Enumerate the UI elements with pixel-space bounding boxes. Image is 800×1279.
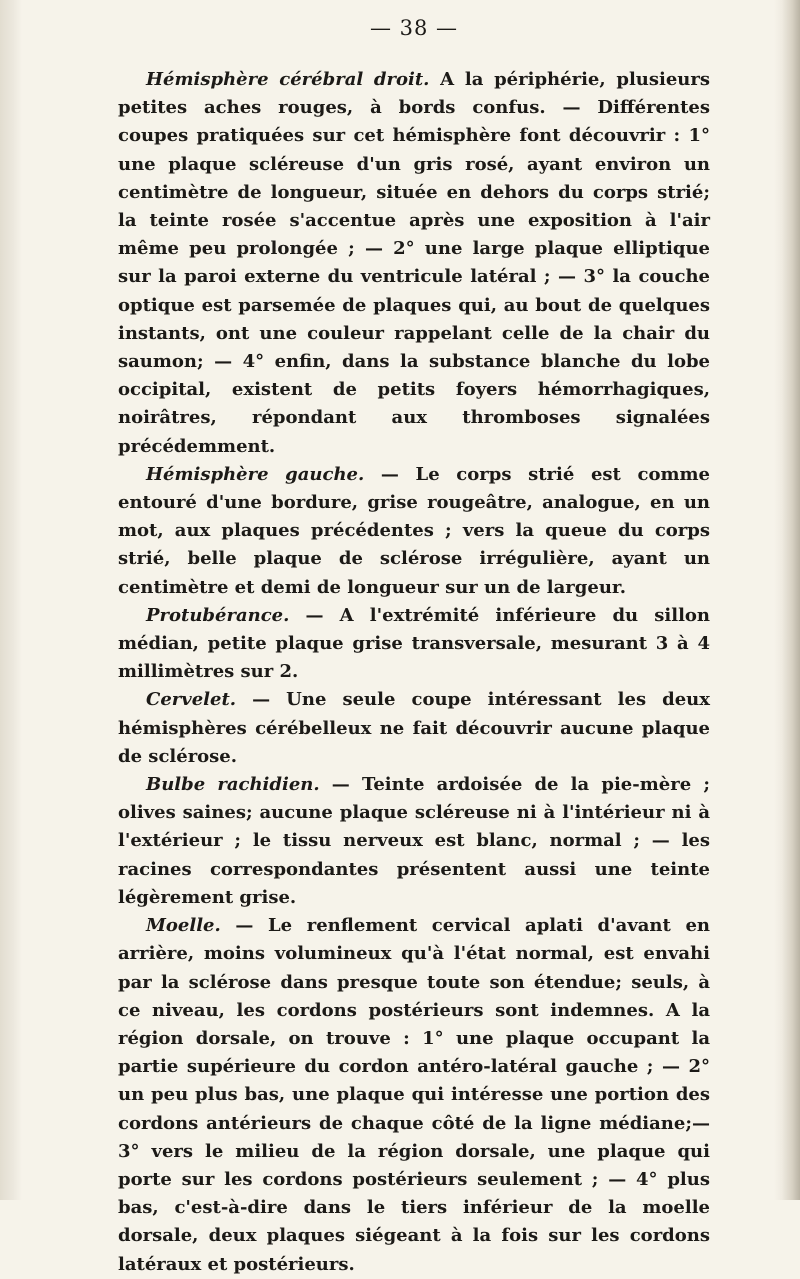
paragraph-heading: Moelle. <box>146 915 221 937</box>
paragraph-bulbe-rachidien <box>118 771 710 912</box>
page-number: — 38 — <box>369 16 459 40</box>
paragraph-moelle <box>118 912 710 1279</box>
paragraph-heading: Cervelet. <box>146 689 237 711</box>
paragraph-text: — A l'extrémité inférieure du sillon médian, petite plaque grise transversale, mesurant 3 à 4 millimètres sur 2. <box>118 604 710 683</box>
paragraph-hemisphere-droit <box>118 66 710 461</box>
paragraph-heading: Protubérance. <box>146 604 290 626</box>
paragraph-heading: Hémisphère cérébral droit. <box>146 69 430 90</box>
paragraph-heading: Bulbe rachidien. <box>146 774 320 796</box>
page-edge-left <box>0 0 22 1200</box>
paragraph-protuberance <box>118 602 710 687</box>
paragraph-text: — Teinte ardoisée de la pie-mère ; olives saines; aucune plaque scléreuse ni à l'intérieur ni à l'extérieur ; le tissu nerveux est blanc, normal ; — les racines correspondantes présentent aussi une teinte légèrement grise. <box>118 774 710 908</box>
paragraph-text: A la périphérie, plusieurs petites aches rouges, à bords confus. — Différentes coupes pratiquées sur cet hémisphère font découvrir : 1° une plaque scléreuse d'un gris rosé, ayant environ un centimètre de longueur, située en dehors du corps strié; la teinte rosée s'accentue après une exposition à l'air même peu prolongée ; — 2° une large plaque elliptique sur la paroi externe du ventricule latéral ; — 3° la couche optique est parsemée de plaques qui, au bout de quelques instants, ont une couleur rappelant celle de la chair du saumon; — 4° enfin, dans la substance blanche du lobe occipital, existent de petits foyers hémorrhagiques, noirâtres, répondant aux thromboses signalées précédemment. <box>118 69 710 457</box>
paragraph-text: — Une seule coupe intéressant les deux hémisphères cérébelleux ne fait découvrir aucune plaque de sclérose. <box>118 689 710 767</box>
paragraph-heading: Hémisphère gauche. <box>146 463 365 485</box>
page-edge-right <box>774 0 800 1200</box>
paragraph-text: — Le corps strié est comme entouré d'une bordure, grise rougeâtre, analogue, en un mot, aux plaques précédentes ; vers la queue du corps strié, belle plaque de sclérose irrégulière, ayant un centimètre et demi de longueur sur un de largeur. <box>118 463 710 598</box>
paragraph-hemisphere-gauche <box>118 461 710 602</box>
paragraph-cervelet <box>118 686 710 771</box>
paragraph-text: — Le renflement cervical aplati d'avant en arrière, moins volumineux qu'à l'état normal, est envahi par la sclérose dans presque toute son étendue; seuls, à ce niveau, les cordons postérieurs sont indemnes. A la région dorsale, on trouve : 1° une plaque occupant la partie supérieure du cordon antéro-latéral gauche ; — 2° un peu plus bas, une plaque qui intéresse une portion des cordons antérieurs de chaque côté de la ligne médiane;—3° vers le milieu de la région dorsale, une plaque qui porte sur les cordons postérieurs seulement ; — 4° plus bas, c'est-à-dire dans le tiers inférieur de la moelle dorsale, deux plaques siégeant à la fois sur les cordons latéraux et postérieurs. <box>118 915 710 1275</box>
body-text <box>118 66 710 1279</box>
